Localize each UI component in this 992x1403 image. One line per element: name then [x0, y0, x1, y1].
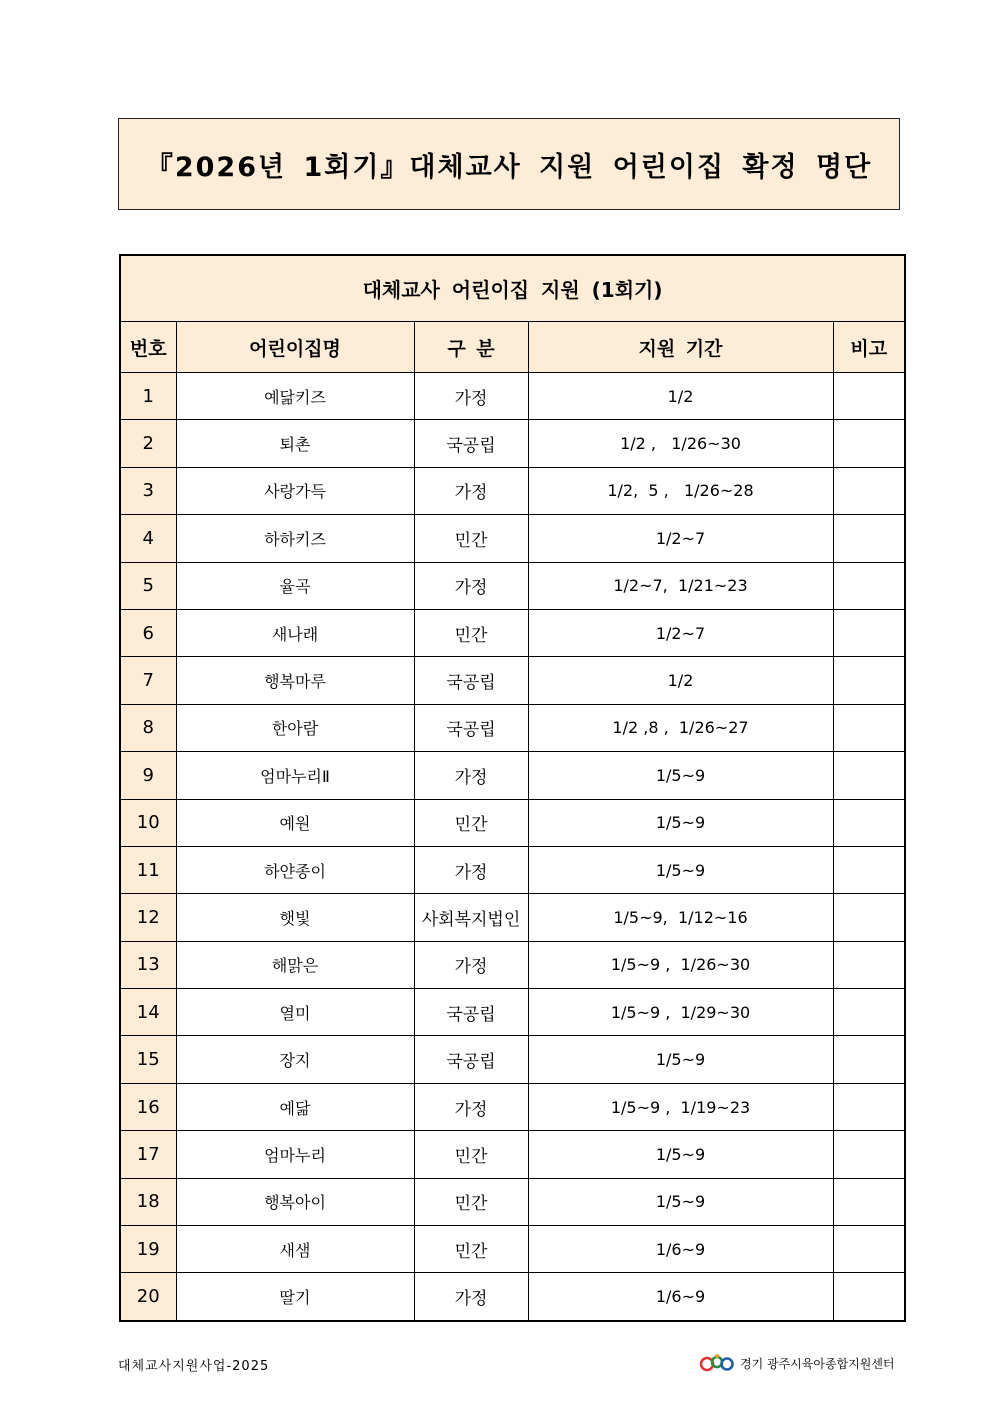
row-number: 7 — [120, 657, 176, 704]
row-daycare-name: 하하키즈 — [176, 515, 414, 562]
row-note — [833, 1178, 905, 1225]
row-number: 10 — [120, 799, 176, 846]
row-category: 민간 — [414, 1131, 528, 1178]
row-category: 민간 — [414, 1178, 528, 1225]
row-category: 가정 — [414, 846, 528, 893]
row-daycare-name: 예닮키즈 — [176, 373, 414, 420]
row-daycare-name: 장지 — [176, 1036, 414, 1083]
row-category: 국공립 — [414, 989, 528, 1036]
row-number: 17 — [120, 1131, 176, 1178]
row-daycare-name: 율곡 — [176, 562, 414, 609]
header-daycare-name: 어린이집명 — [176, 322, 414, 373]
table-row — [120, 1178, 905, 1225]
row-note — [833, 752, 905, 799]
row-number: 12 — [120, 894, 176, 941]
footer-organization-name: 경기 광주시육아종합지원센터 — [740, 1356, 895, 1371]
row-category: 가정 — [414, 373, 528, 420]
table-row — [120, 894, 905, 941]
row-category: 민간 — [414, 515, 528, 562]
row-category: 민간 — [414, 799, 528, 846]
row-category: 민간 — [414, 609, 528, 656]
table-row — [120, 1226, 905, 1273]
row-daycare-name: 엄마누리Ⅱ — [176, 752, 414, 799]
row-category: 국공립 — [414, 704, 528, 751]
row-support-period: 1/5~9 , 1/19~23 — [528, 1083, 833, 1130]
row-category: 사회복지법인 — [414, 894, 528, 941]
row-daycare-name: 햇빛 — [176, 894, 414, 941]
row-daycare-name: 한아람 — [176, 704, 414, 751]
row-note — [833, 989, 905, 1036]
header-category: 구 분 — [414, 322, 528, 373]
table-row — [120, 515, 905, 562]
row-category: 민간 — [414, 1226, 528, 1273]
row-category: 국공립 — [414, 657, 528, 704]
row-daycare-name: 퇴촌 — [176, 420, 414, 467]
row-category: 가정 — [414, 752, 528, 799]
row-number: 18 — [120, 1178, 176, 1225]
row-support-period: 1/5~9 — [528, 1036, 833, 1083]
row-support-period: 1/2~7 — [528, 609, 833, 656]
row-number: 16 — [120, 1083, 176, 1130]
row-note — [833, 1131, 905, 1178]
document-title: 『2026년 1회기』대체교사 지원 어린이집 확정 명단 — [145, 151, 873, 183]
row-support-period: 1/5~9 — [528, 799, 833, 846]
row-number: 11 — [120, 846, 176, 893]
row-daycare-name: 새나래 — [176, 609, 414, 656]
row-note — [833, 894, 905, 941]
row-daycare-name: 하얀종이 — [176, 846, 414, 893]
row-support-period: 1/6~9 — [528, 1273, 833, 1321]
row-support-period: 1/2~7, 1/21~23 — [528, 562, 833, 609]
table-row — [120, 373, 905, 420]
row-note — [833, 657, 905, 704]
table-caption: 대체교사 어린이집 지원 (1회기) — [120, 255, 905, 322]
table-row — [120, 846, 905, 893]
row-support-period: 1/5~9, 1/12~16 — [528, 894, 833, 941]
row-support-period: 1/5~9 — [528, 752, 833, 799]
table-row — [120, 941, 905, 988]
row-note — [833, 1083, 905, 1130]
row-number: 19 — [120, 1226, 176, 1273]
roster-table — [119, 254, 906, 1322]
row-support-period: 1/5~9 — [528, 1131, 833, 1178]
row-number: 13 — [120, 941, 176, 988]
header-support-period: 지원 기간 — [528, 322, 833, 373]
table-row — [120, 799, 905, 846]
row-number: 15 — [120, 1036, 176, 1083]
footer-organization — [700, 1353, 895, 1373]
row-note — [833, 704, 905, 751]
row-note — [833, 846, 905, 893]
table-row — [120, 1273, 905, 1321]
row-category: 가정 — [414, 1273, 528, 1321]
table-body — [120, 373, 905, 1321]
document-title-box — [118, 118, 900, 210]
table-row — [120, 1036, 905, 1083]
row-support-period: 1/5~9 , 1/29~30 — [528, 989, 833, 1036]
row-category: 가정 — [414, 1083, 528, 1130]
row-number: 9 — [120, 752, 176, 799]
header-number: 번호 — [120, 322, 176, 373]
row-note — [833, 467, 905, 514]
table-row — [120, 1083, 905, 1130]
row-note — [833, 609, 905, 656]
row-daycare-name: 엄마누리 — [176, 1131, 414, 1178]
row-daycare-name: 예원 — [176, 799, 414, 846]
row-category: 가정 — [414, 562, 528, 609]
table-row — [120, 704, 905, 751]
row-daycare-name: 행복마루 — [176, 657, 414, 704]
row-support-period: 1/5~9 , 1/26~30 — [528, 941, 833, 988]
row-support-period: 1/2 — [528, 657, 833, 704]
row-note — [833, 373, 905, 420]
row-support-period: 1/2 — [528, 373, 833, 420]
row-number: 5 — [120, 562, 176, 609]
row-support-period: 1/5~9 — [528, 1178, 833, 1225]
row-support-period: 1/2~7 — [528, 515, 833, 562]
row-number: 14 — [120, 989, 176, 1036]
row-category: 가정 — [414, 467, 528, 514]
row-daycare-name: 예닮 — [176, 1083, 414, 1130]
row-category: 국공립 — [414, 1036, 528, 1083]
row-daycare-name: 해맑은 — [176, 941, 414, 988]
row-note — [833, 515, 905, 562]
row-note — [833, 941, 905, 988]
row-note — [833, 562, 905, 609]
row-support-period: 1/2, 5 , 1/26~28 — [528, 467, 833, 514]
row-number: 8 — [120, 704, 176, 751]
row-note — [833, 1273, 905, 1321]
row-note — [833, 1036, 905, 1083]
table-row — [120, 467, 905, 514]
org-logo-icon — [700, 1353, 734, 1373]
table-row — [120, 657, 905, 704]
row-number: 3 — [120, 467, 176, 514]
table-row — [120, 609, 905, 656]
table-row — [120, 420, 905, 467]
row-category: 국공립 — [414, 420, 528, 467]
row-support-period: 1/2 , 1/26~30 — [528, 420, 833, 467]
row-support-period: 1/6~9 — [528, 1226, 833, 1273]
row-note — [833, 799, 905, 846]
row-daycare-name: 새샘 — [176, 1226, 414, 1273]
row-support-period: 1/5~9 — [528, 846, 833, 893]
row-note — [833, 1226, 905, 1273]
row-note — [833, 420, 905, 467]
row-daycare-name: 열미 — [176, 989, 414, 1036]
row-daycare-name: 딸기 — [176, 1273, 414, 1321]
row-category: 가정 — [414, 941, 528, 988]
row-number: 20 — [120, 1273, 176, 1321]
table-row — [120, 1131, 905, 1178]
table-row — [120, 752, 905, 799]
row-number: 6 — [120, 609, 176, 656]
table-row — [120, 562, 905, 609]
row-number: 2 — [120, 420, 176, 467]
table-header-row — [120, 322, 905, 373]
row-support-period: 1/2 ,8 , 1/26~27 — [528, 704, 833, 751]
row-number: 1 — [120, 373, 176, 420]
row-number: 4 — [120, 515, 176, 562]
header-note: 비고 — [833, 322, 905, 373]
footer-program-label: 대체교사지원사업-2025 — [118, 1359, 270, 1374]
row-daycare-name: 행복아이 — [176, 1178, 414, 1225]
table-row — [120, 989, 905, 1036]
row-daycare-name: 사랑가득 — [176, 467, 414, 514]
